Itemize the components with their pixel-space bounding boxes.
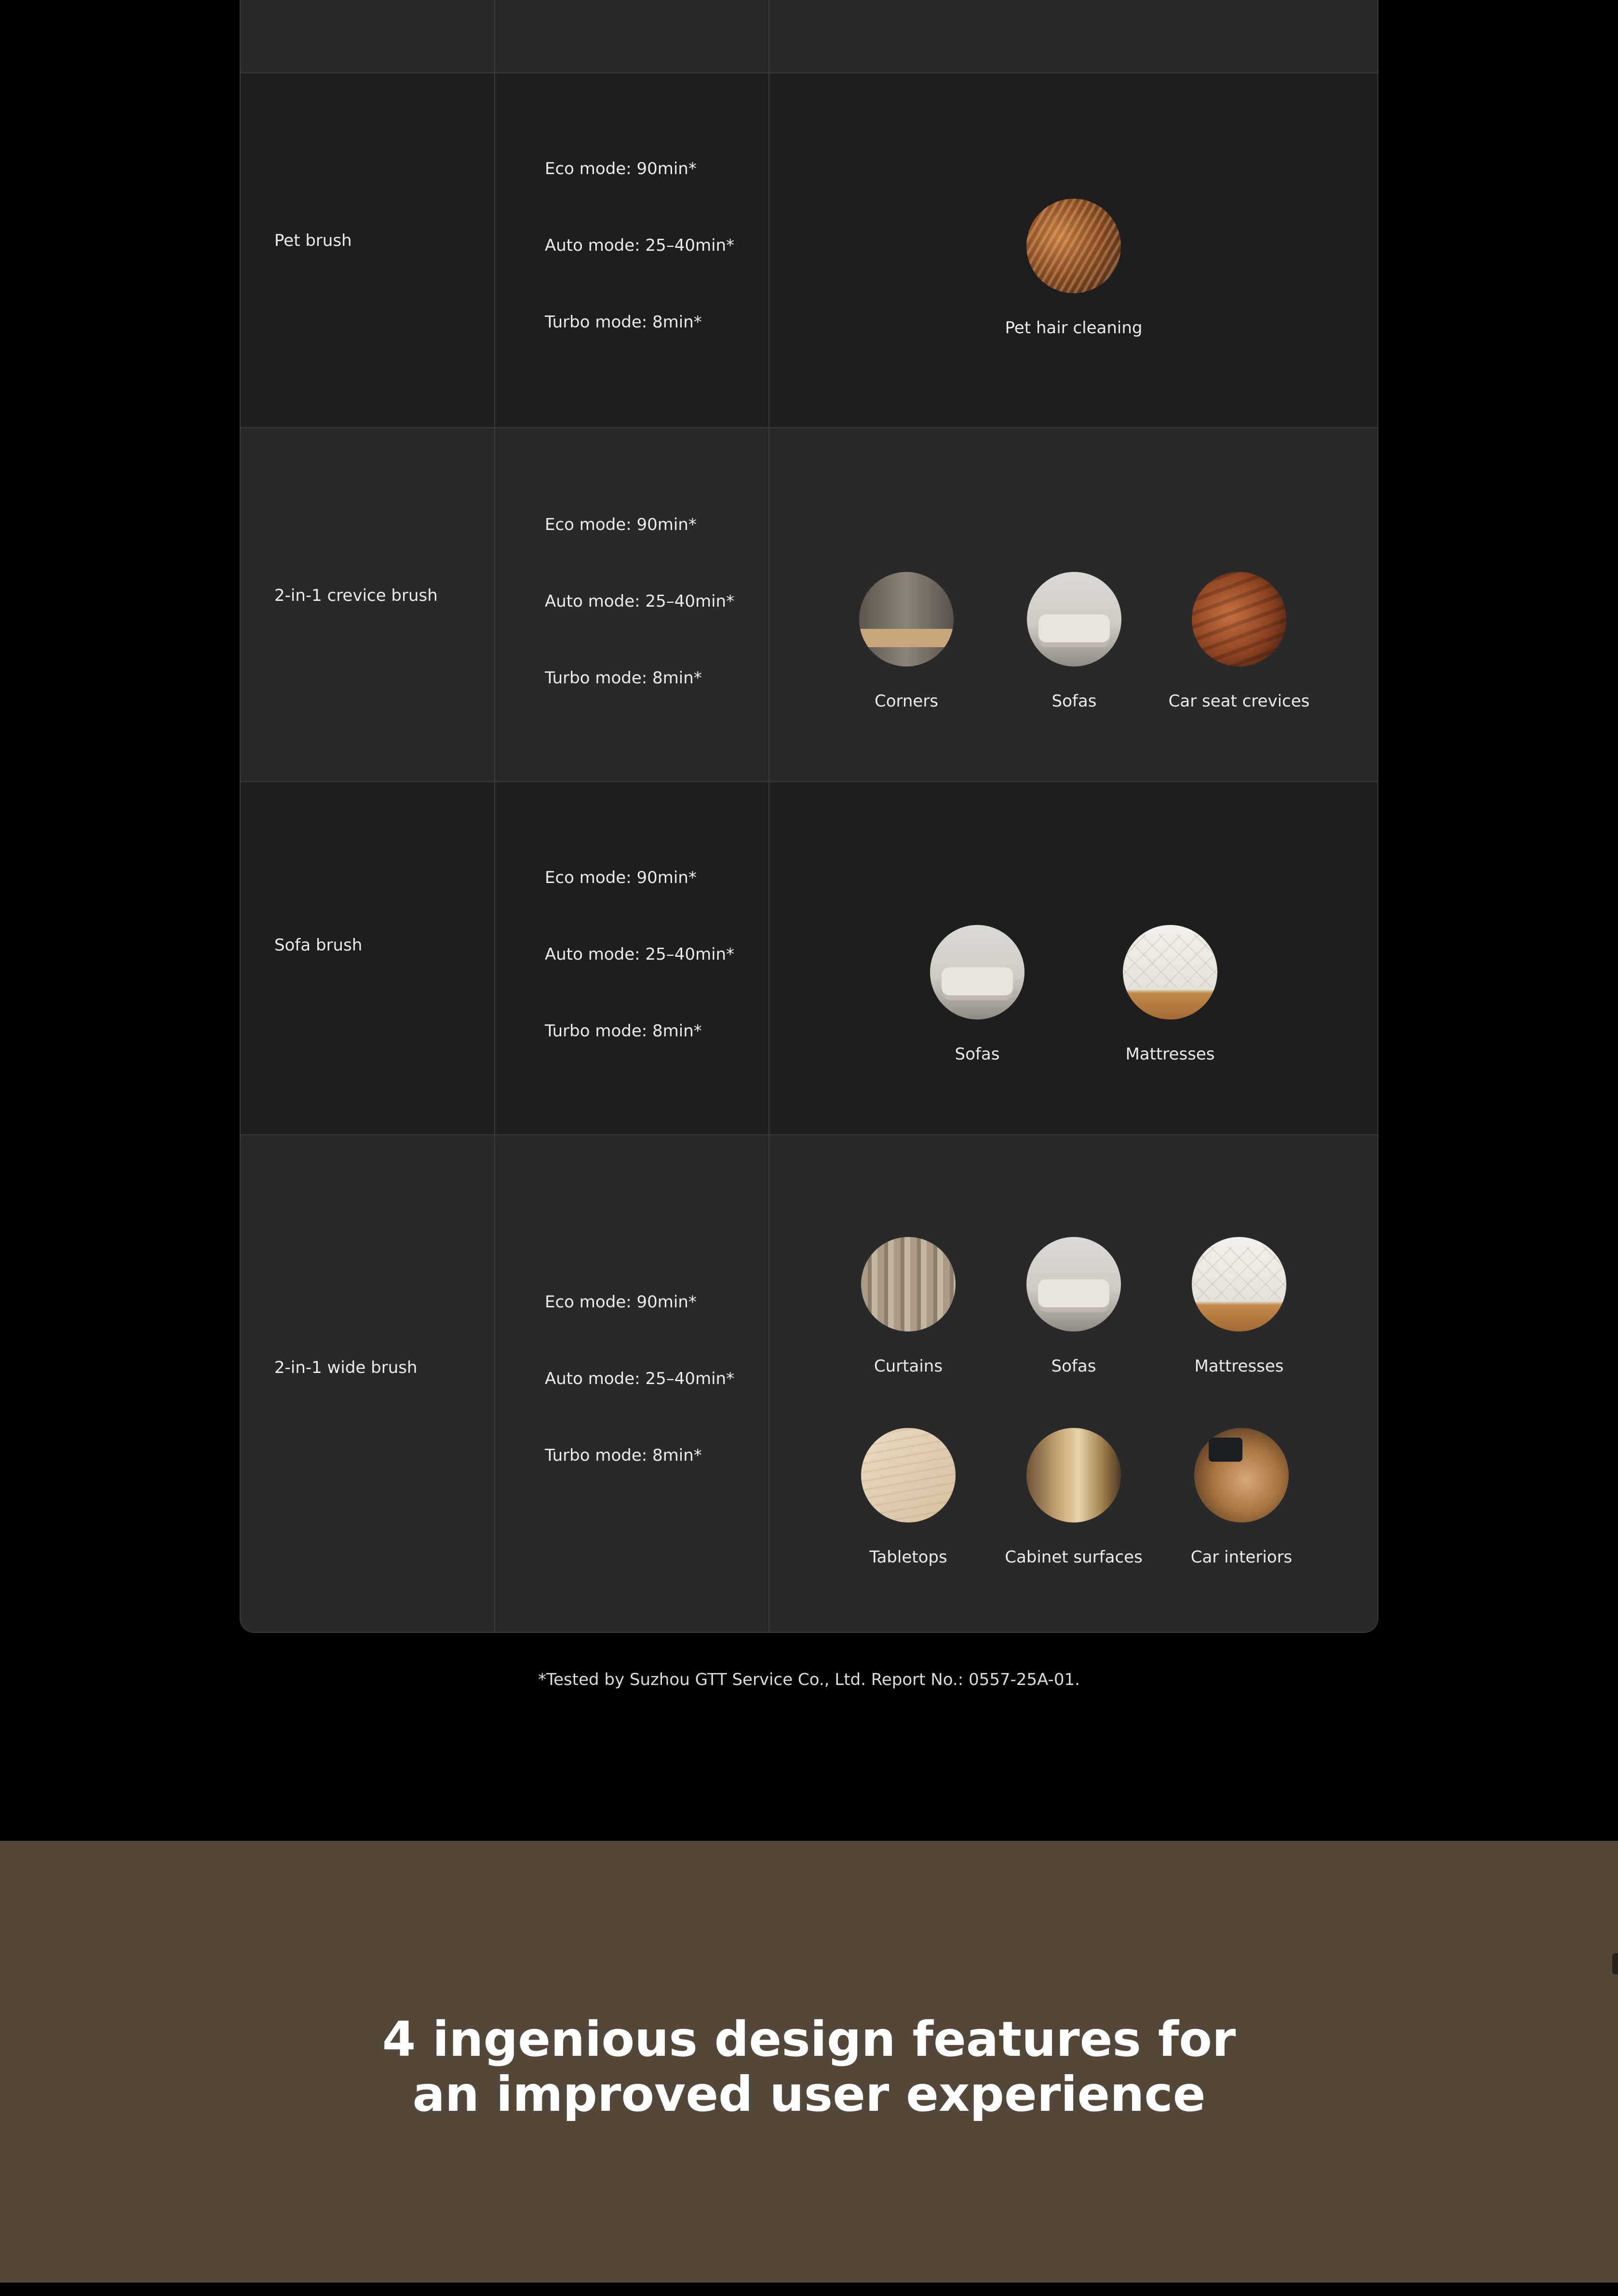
column-divider (494, 0, 495, 72)
hero-title-line-2: an improved user experience (412, 2066, 1206, 2122)
table-row-sofa-brush (241, 781, 1377, 1134)
cabinet-image (1026, 1428, 1121, 1522)
tabletop-image (861, 1428, 956, 1522)
auto-mode-text: Auto mode: 25–40min* (545, 592, 735, 611)
mattress-image (1123, 925, 1217, 1019)
column-divider (494, 1135, 495, 1633)
brush-name: 2-in-1 crevice brush (274, 586, 438, 605)
scene-mattresses (1069, 925, 1271, 1064)
brush-name: 2-in-1 wide brush (274, 1358, 418, 1377)
scene-label: Car interiors (1190, 1548, 1293, 1567)
turbo-mode-text: Turbo mode: 8min* (545, 1021, 702, 1041)
scene-label: Mattresses (1194, 1357, 1284, 1376)
scene-label: Mattresses (1125, 1045, 1215, 1064)
scene-car-seat-crevices (1138, 572, 1340, 711)
hero-title (0, 2012, 1618, 2122)
eco-mode-text: Eco mode: 90min* (545, 868, 697, 887)
car-seat-image (1192, 572, 1286, 666)
scene-pet-hair (972, 199, 1175, 338)
auto-mode-text: Auto mode: 25–40min* (545, 236, 735, 255)
scene-label: Sofas (1052, 692, 1097, 711)
scene-label: Cabinet surfaces (1005, 1548, 1143, 1567)
mattress-image (1192, 1237, 1286, 1331)
sofa-image (930, 925, 1025, 1019)
auto-mode-text: Auto mode: 25–40min* (545, 1369, 735, 1388)
scene-label: Curtains (874, 1357, 943, 1376)
column-divider (494, 73, 495, 427)
turbo-mode-text: Turbo mode: 8min* (545, 312, 702, 332)
auto-mode-text: Auto mode: 25–40min* (545, 945, 735, 964)
scene-label: Pet hair cleaning (1005, 318, 1143, 338)
table-row-top (241, 0, 1377, 72)
brush-comparison-table (240, 0, 1378, 1633)
table-row-wide-brush (241, 1134, 1377, 1633)
scene-label: Sofas (1051, 1357, 1096, 1376)
test-footnote: *Tested by Suzhou GTT Service Co., Ltd. Report No.: 0557-25A-01. (538, 1670, 1080, 1689)
corner-image (859, 572, 954, 666)
column-divider (494, 428, 495, 781)
scene-label: Corners (874, 692, 939, 711)
sofa-image (1026, 1237, 1121, 1331)
car-interior-image (1194, 1428, 1289, 1522)
curtain-image (861, 1237, 956, 1331)
eco-mode-text: Eco mode: 90min* (545, 1292, 697, 1312)
scene-label: Tabletops (869, 1548, 947, 1567)
hero-title-line-1: 4 ingenious design features for (382, 2011, 1236, 2067)
table-row-crevice-brush (241, 427, 1377, 781)
sofa-image (1027, 572, 1121, 666)
design-features-hero (0, 1841, 1618, 2282)
scene-sofas (876, 925, 1079, 1064)
scene-mattresses (1138, 1237, 1340, 1376)
scroll-handle[interactable] (1612, 1953, 1618, 1974)
brush-name: Sofa brush (274, 936, 363, 955)
pet-hair-image (1026, 199, 1121, 293)
scene-car-interiors (1140, 1428, 1343, 1567)
turbo-mode-text: Turbo mode: 8min* (545, 1446, 702, 1465)
turbo-mode-text: Turbo mode: 8min* (545, 668, 702, 688)
scene-label: Car seat crevices (1168, 692, 1310, 711)
eco-mode-text: Eco mode: 90min* (545, 159, 697, 178)
table-row-pet-brush (241, 72, 1377, 427)
scene-label: Sofas (955, 1045, 1000, 1064)
column-divider (494, 782, 495, 1134)
brush-name: Pet brush (274, 231, 352, 250)
eco-mode-text: Eco mode: 90min* (545, 515, 697, 534)
